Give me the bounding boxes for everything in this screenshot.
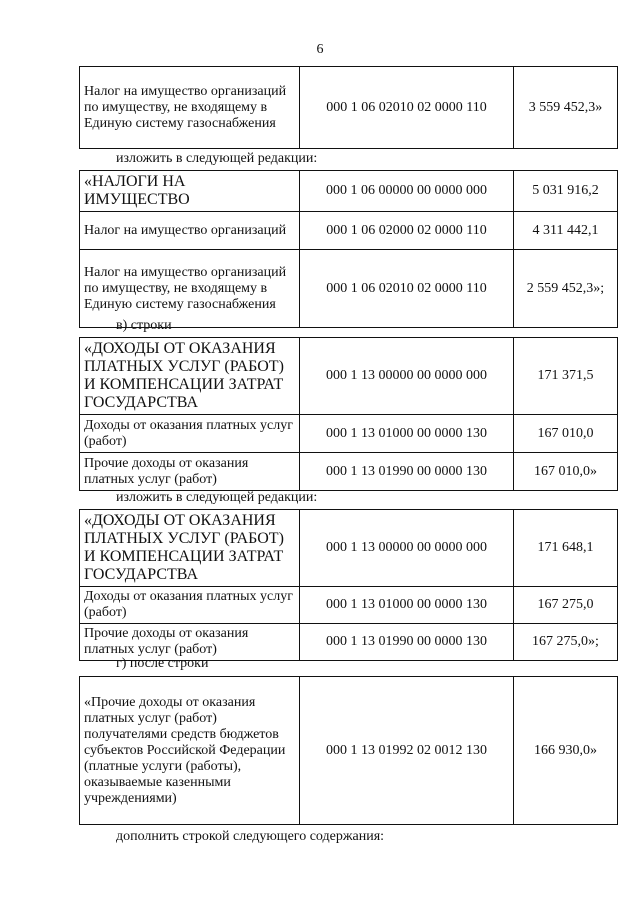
row-code: 000 1 13 01000 00 0000 130 xyxy=(300,415,514,453)
row-name: «ДОХОДЫ ОТ ОКАЗАНИЯ ПЛАТНЫХ УСЛУГ (РАБОТ) И КОМПЕНСАЦИИ ЗАТРАТ ГОСУДАРСТВА xyxy=(80,338,300,415)
table-row xyxy=(80,587,618,624)
row-name: Налог на имущество организаций xyxy=(80,212,300,250)
row-name: Прочие доходы от оказания платных услуг (работ) xyxy=(80,624,300,661)
page-number: 6 xyxy=(316,42,324,57)
row-code: 000 1 06 02000 02 0000 110 xyxy=(300,212,514,250)
row-name: «ДОХОДЫ ОТ ОКАЗАНИЯ ПЛАТНЫХ УСЛУГ (РАБОТ) И КОМПЕНСАЦИИ ЗАТРАТ ГОСУДАРСТВА xyxy=(80,510,300,587)
table-row xyxy=(80,171,618,212)
row-name: Доходы от оказания платных услуг (работ) xyxy=(80,415,300,453)
table-old-services-income xyxy=(79,337,618,491)
row-value: 167 010,0 xyxy=(514,415,618,453)
row-code: 000 1 13 00000 00 0000 000 xyxy=(300,510,514,587)
table-row xyxy=(80,415,618,453)
table-row xyxy=(80,453,618,491)
table-row xyxy=(80,677,618,825)
table-old-property-tax xyxy=(79,66,618,149)
row-code: 000 1 06 02010 02 0000 110 xyxy=(300,67,514,149)
row-name: Налог на имущество организаций по имуществу, не входящему в Единую систему газоснабжения xyxy=(80,250,300,328)
row-name: Налог на имущество организаций по имуществу, не входящему в Единую систему газоснабжения xyxy=(80,67,300,149)
row-value: 171 371,5 xyxy=(514,338,618,415)
table-row xyxy=(80,624,618,661)
row-value: 5 031 916,2 xyxy=(514,171,618,212)
row-code: 000 1 13 01990 00 0000 130 xyxy=(300,453,514,491)
row-code: 000 1 13 01992 02 0012 130 xyxy=(300,677,514,825)
table-row xyxy=(80,510,618,587)
table-row xyxy=(80,212,618,250)
paragraph-replace-1: изложить в следующей редакции: xyxy=(116,151,318,166)
row-value: 167 010,0» xyxy=(514,453,618,491)
row-value: 3 559 452,3» xyxy=(514,67,618,149)
row-name: Доходы от оказания платных услуг (работ) xyxy=(80,587,300,624)
table-row xyxy=(80,250,618,328)
row-value: 171 648,1 xyxy=(514,510,618,587)
row-value: 167 275,0 xyxy=(514,587,618,624)
row-name: Прочие доходы от оказания платных услуг (работ) xyxy=(80,453,300,491)
row-value: 166 930,0» xyxy=(514,677,618,825)
row-value: 4 311 442,1 xyxy=(514,212,618,250)
row-code: 000 1 13 00000 00 0000 000 xyxy=(300,338,514,415)
paragraph-lines-v: в) строки xyxy=(116,318,172,333)
table-new-property-tax xyxy=(79,170,618,328)
table-other-services-income xyxy=(79,676,618,825)
row-code: 000 1 06 00000 00 0000 000 xyxy=(300,171,514,212)
table-row xyxy=(80,67,618,149)
row-value: 167 275,0»; xyxy=(514,624,618,661)
row-code: 000 1 13 01990 00 0000 130 xyxy=(300,624,514,661)
table-row xyxy=(80,338,618,415)
table-new-services-income xyxy=(79,509,618,661)
paragraph-replace-2: изложить в следующей редакции: xyxy=(116,490,318,505)
row-code: 000 1 06 02010 02 0000 110 xyxy=(300,250,514,328)
paragraph-add-line: дополнить строкой следующего содержания: xyxy=(116,829,385,844)
row-code: 000 1 13 01000 00 0000 130 xyxy=(300,587,514,624)
row-name: «Прочие доходы от оказания платных услуг (работ) получателями средств бюджетов субъектов Российской Федерации (платные услуги (работы), оказываемые казенными учреждениями) xyxy=(80,677,300,825)
row-value: 2 559 452,3»; xyxy=(514,250,618,328)
paragraph-after-line-g: г) после строки xyxy=(116,656,209,671)
row-name: «НАЛОГИ НА ИМУЩЕСТВО xyxy=(80,171,300,212)
